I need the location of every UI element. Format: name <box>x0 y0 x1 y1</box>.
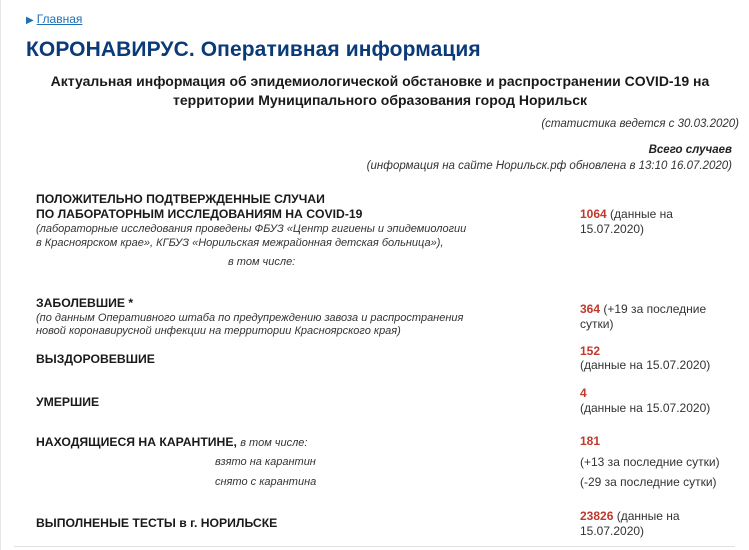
quarantine-label-suffix: в том числе: <box>240 437 308 449</box>
breadcrumb <box>26 12 82 26</box>
confirmed-note-line-2: в Красноярском крае», КГБУЗ «Норильская межрайонная детская больница»), <box>36 237 444 249</box>
updated-note: (информация на сайте Норильск.рф обновлена в 13:10 16.07.2020) <box>366 160 732 172</box>
quarantine-number: 181 <box>580 434 601 448</box>
quarantine-label-main: НАХОДЯЩИЕСЯ НА КАРАНТИНЕ, <box>36 435 237 449</box>
sick-value <box>580 302 706 317</box>
confirmed-number: 1064 <box>580 207 607 221</box>
quarantine-taken-label: взято на карантин <box>215 456 316 468</box>
deceased-value-note: (данные на 15.07.2020) <box>580 401 711 415</box>
recovered-label: ВЫЗДОРОВЕВШИЕ <box>36 352 155 366</box>
subtitle-line-2: территории Муниципального образования город Норильск <box>173 92 587 108</box>
recovered-number: 152 <box>580 344 601 358</box>
quarantine-released-label: снято с карантина <box>215 476 317 488</box>
recovered-value-note: (данные на 15.07.2020) <box>580 358 711 372</box>
sick-value-note-2: сутки) <box>580 317 614 331</box>
confirmed-value-note-1: (данные на <box>610 207 673 221</box>
deceased-label: УМЕРШИЕ <box>36 395 100 409</box>
page-title: КОРОНАВИРУС. Оперативная информация <box>26 38 481 61</box>
confirmed-label-line-2: ПО ЛАБОРАТОРНЫМ ИССЛЕДОВАНИЯМ НА COVID-19 <box>36 207 363 221</box>
subtitle-line-1: Актуальная информация об эпидемиологической обстановке и распространении COVID-19 на <box>50 73 710 89</box>
sick-note-line-2: новой коронавирусной инфекции на территории Красноярского края) <box>36 325 401 337</box>
left-border <box>0 0 1 550</box>
page-subtitle <box>20 72 740 110</box>
confirmed-including: в том числе: <box>228 256 296 268</box>
confirmed-note-line-1: (лабораторные исследования проведены ФБУЗ «Центр гигиены и эпидемиологии <box>36 223 467 235</box>
sick-label: ЗАБОЛЕВШИЕ * <box>36 296 134 310</box>
sick-number: 364 <box>580 302 601 316</box>
bottom-divider <box>14 546 735 547</box>
quarantine-released-value: (-29 за последние сутки) <box>580 475 717 489</box>
sick-note-line-1: (по данным Оперативного штаба по предупреждению завоза и распространения <box>36 312 464 324</box>
tests-value-note-1: (данные на <box>616 509 680 523</box>
tests-label: ВЫПОЛНЕНЫЕ ТЕСТЫ в г. НОРИЛЬСКЕ <box>36 516 278 530</box>
confirmed-value <box>580 207 673 222</box>
statistics-since: (статистика ведется с 30.03.2020) <box>541 118 739 130</box>
deceased-number: 4 <box>580 386 587 400</box>
quarantine-label <box>36 435 307 449</box>
sick-value-note-1: (+19 за последние <box>603 302 707 316</box>
tests-number: 23826 <box>580 509 614 523</box>
quarantine-taken-value: (+13 за последние сутки) <box>580 455 720 469</box>
breadcrumb-home-link[interactable]: Главная <box>36 12 83 26</box>
total-cases-header: Всего случаев <box>648 144 732 156</box>
tests-value-note-2: 15.07.2020) <box>580 524 645 538</box>
tests-value <box>580 509 680 524</box>
confirmed-value-note-2: 15.07.2020) <box>580 222 645 236</box>
confirmed-label-line-1: ПОЛОЖИТЕЛЬНО ПОДТВЕРЖДЕННЫЕ СЛУЧАИ <box>36 192 325 206</box>
arrow-right-icon: ▶ <box>26 15 34 26</box>
